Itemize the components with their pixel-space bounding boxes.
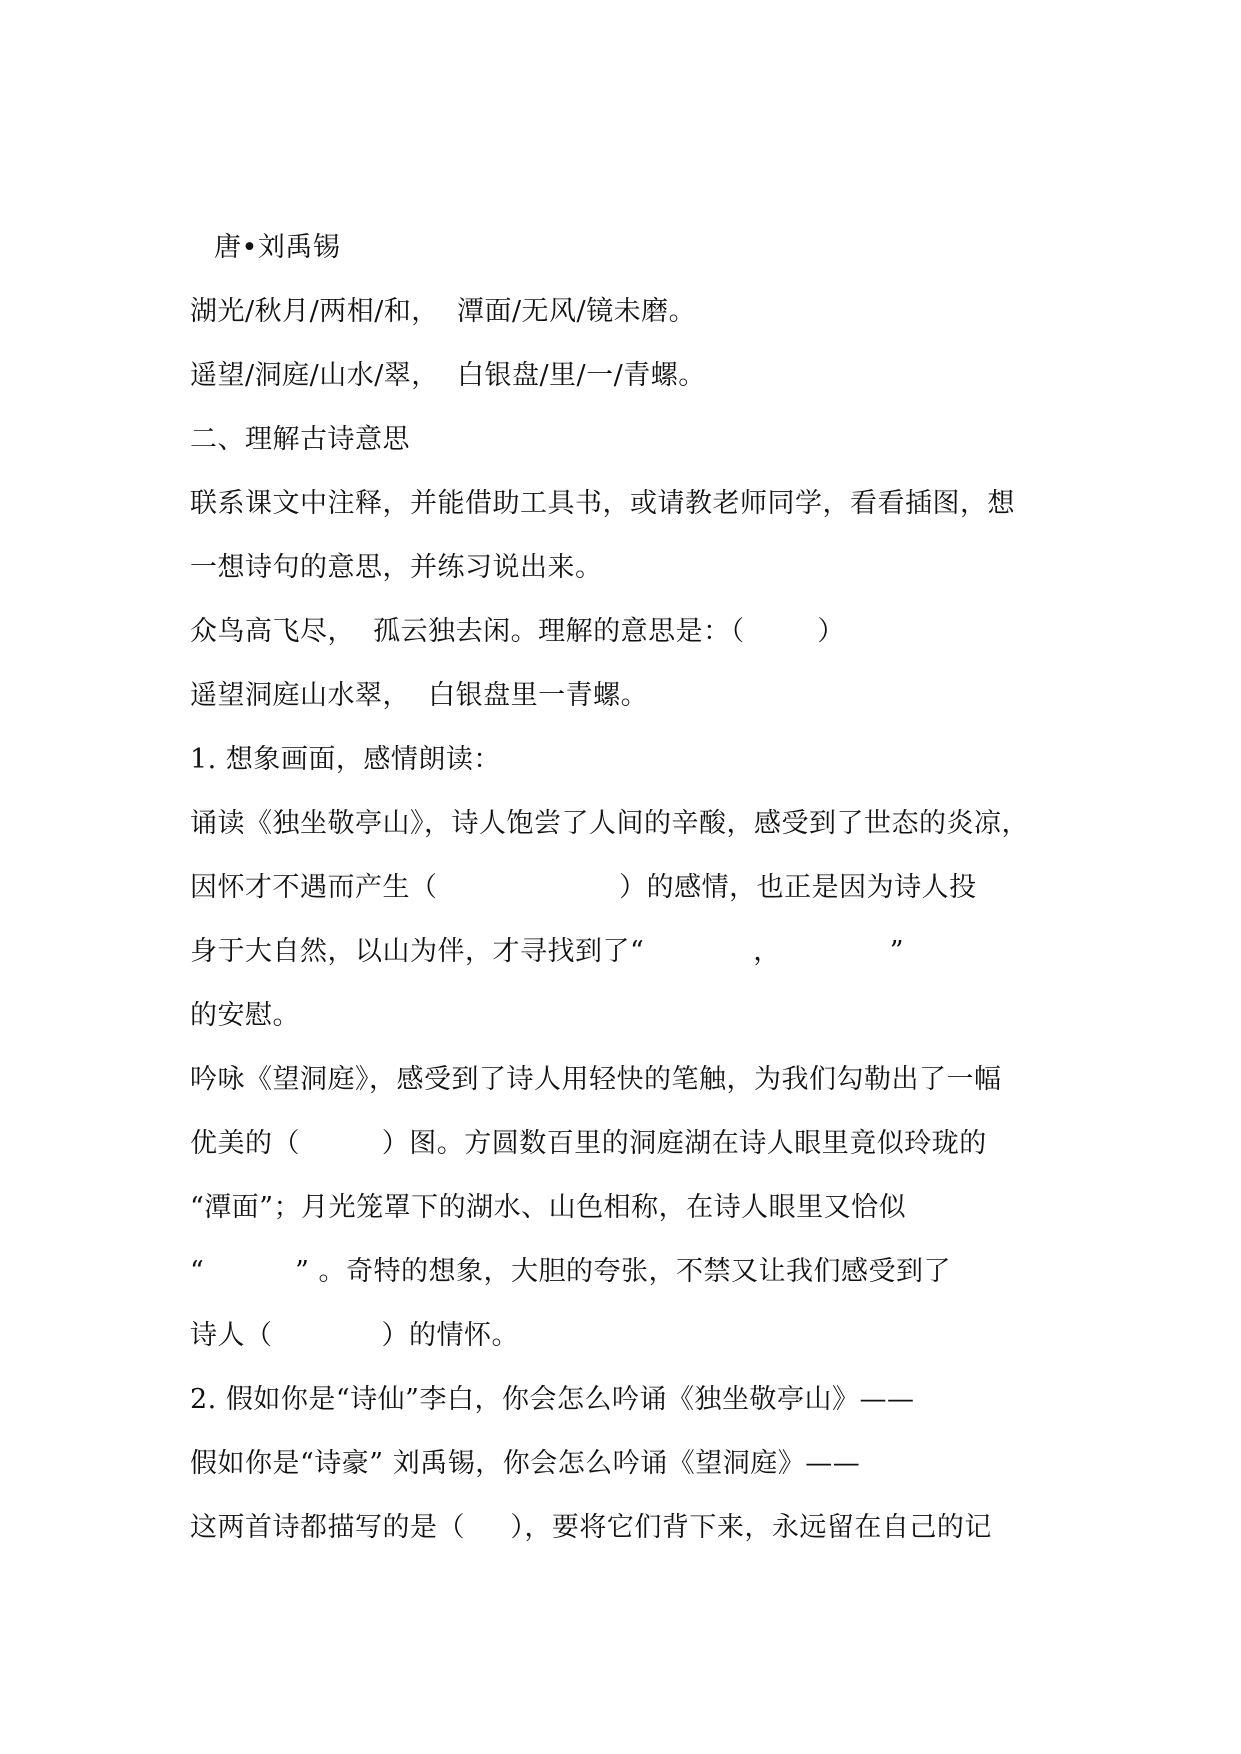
poem-author: 唐•刘禹锡	[214, 232, 341, 263]
paragraph-2-line-2: 优美的（ ）图。方圆数百里的洞庭湖在诗人眼里竟似玲珑的	[190, 1128, 987, 1159]
paragraph-2-line-5: 诗人（ ）的情怀。	[190, 1320, 519, 1351]
final-line: 这两首诗都描写的是（ ），要将它们背下来，永远留在自己的记	[190, 1512, 992, 1543]
question-line-1: 众鸟高飞尽， 孤云独去闲。理解的意思是：（ ）	[190, 616, 845, 647]
paragraph-1-line-2: 因怀才不遇而产生（ ）的感情，也正是因为诗人投	[190, 872, 977, 903]
paragraph-1-line-4: 的安慰。	[190, 1000, 300, 1031]
subheading-2-line-1: 2. 假如你是“诗仙”李白，你会怎么吟诵《独坐敬亭山》——	[190, 1384, 915, 1415]
instruction-line-1: 联系课文中注释，并能借助工具书，或请教老师同学，看看插图，想	[190, 488, 1015, 519]
paragraph-2-line-3: “潭面”；月光笼罩下的湖水、山色相称，在诗人眼里又恰似	[190, 1192, 907, 1223]
paragraph-1-line-3: 身于大自然，以山为伴，才寻找到了“ ， ”	[190, 936, 905, 967]
paragraph-2-line-1: 吟咏《望洞庭》，感受到了诗人用轻快的笔触，为我们勾勒出了一幅	[190, 1064, 1002, 1095]
poem-line-2: 遥望/洞庭/山水/翠， 白银盘/里/一/青螺。	[190, 360, 706, 391]
section-heading: 二、理解古诗意思	[190, 424, 410, 455]
paragraph-2-line-4: “ ” 。奇特的想象，大胆的夸张，不禁又让我们感受到了	[190, 1256, 952, 1287]
subheading-2-line-2: 假如你是“诗豪” 刘禹锡，你会怎么吟诵《望洞庭》——	[190, 1448, 861, 1479]
question-line-2: 遥望洞庭山水翠， 白银盘里一青螺。	[190, 680, 649, 711]
instruction-line-2: 一想诗句的意思，并练习说出来。	[190, 552, 603, 583]
subheading-1: 1. 想象画面，感情朗读：	[190, 744, 501, 775]
poem-line-1: 湖光/秋月/两相/和， 潭面/无风/镜未磨。	[190, 296, 697, 327]
paragraph-1-line-1: 诵读《独坐敬亭山》，诗人饱尝了人间的辛酸，感受到了世态的炎凉，	[190, 808, 1029, 839]
